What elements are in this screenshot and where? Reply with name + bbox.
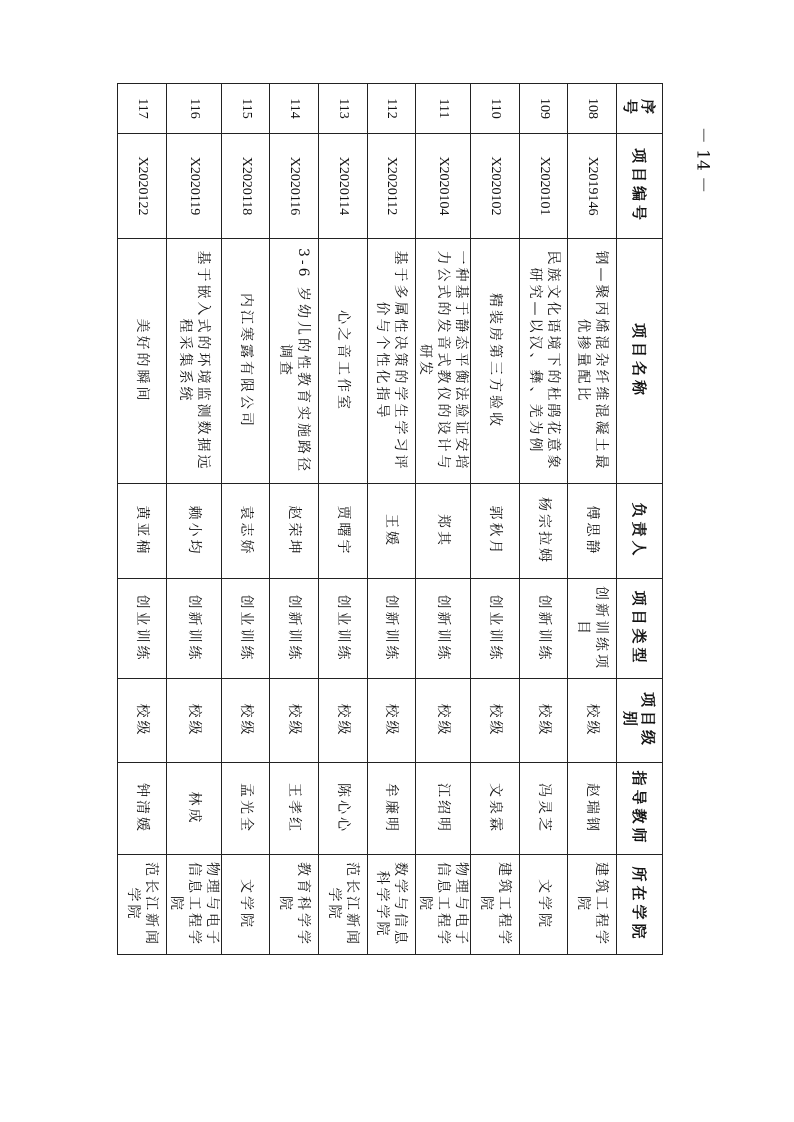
cell-advisor: 文泉霖 xyxy=(471,763,520,855)
cell-level: 校级 xyxy=(519,679,568,763)
header-cell: 序号 xyxy=(617,84,663,134)
cell-college: 物理与电子信息工程学院 xyxy=(416,855,471,955)
cell-seq: 108 xyxy=(568,84,617,134)
cell-college: 教育科学学院 xyxy=(270,855,319,955)
cell-seq: 109 xyxy=(519,84,568,134)
cell-advisor: 王孝红 xyxy=(270,763,319,855)
cell-project-name: 基于嵌入式的环境监测数据远程采集系统 xyxy=(166,239,221,484)
cell-advisor: 林成 xyxy=(166,763,221,855)
cell-college: 物理与电子信息工程学院 xyxy=(166,855,221,955)
table-row xyxy=(519,84,568,955)
cell-project-name: 美好的瞬间 xyxy=(118,239,167,484)
project-table-wrapper xyxy=(125,83,663,954)
header-cell: 项目类型 xyxy=(617,579,663,679)
cell-seq: 112 xyxy=(367,84,416,134)
cell-level: 校级 xyxy=(416,679,471,763)
cell-leader: 赖小均 xyxy=(166,484,221,579)
cell-type: 创新训练 xyxy=(270,579,319,679)
cell-seq: 117 xyxy=(118,84,167,134)
cell-level: 校级 xyxy=(471,679,520,763)
cell-code: X2020118 xyxy=(221,134,270,239)
cell-type: 创新训练 xyxy=(367,579,416,679)
header-row xyxy=(617,84,663,955)
cell-code: X2020102 xyxy=(471,134,520,239)
cell-advisor: 孟光全 xyxy=(221,763,270,855)
cell-college: 范长江新闻学院 xyxy=(118,855,167,955)
cell-project-name: 民族文化语境下的杜鹃花意象研究—以汉、彝、羌为例 xyxy=(519,239,568,484)
cell-type: 创新训练 xyxy=(166,579,221,679)
cell-college: 文学院 xyxy=(221,855,270,955)
header-cell: 项目编号 xyxy=(617,134,663,239)
cell-type: 创业训练 xyxy=(471,579,520,679)
cell-seq: 116 xyxy=(166,84,221,134)
cell-college: 建筑工程学院 xyxy=(471,855,520,955)
cell-code: X2020101 xyxy=(519,134,568,239)
table-row xyxy=(270,84,319,955)
cell-leader: 郑其 xyxy=(416,484,471,579)
cell-leader: 王媛 xyxy=(367,484,416,579)
cell-level: 校级 xyxy=(270,679,319,763)
cell-code: X2020114 xyxy=(319,134,368,239)
cell-level: 校级 xyxy=(319,679,368,763)
table-row xyxy=(166,84,221,955)
cell-code: X2020116 xyxy=(270,134,319,239)
header-cell: 指导教师 xyxy=(617,763,663,855)
cell-college: 文学院 xyxy=(519,855,568,955)
table-row xyxy=(416,84,471,955)
table-row xyxy=(568,84,617,955)
cell-code: X2020112 xyxy=(367,134,416,239)
project-table xyxy=(117,83,663,955)
header-cell: 项目名称 xyxy=(617,239,663,484)
cell-project-name: 基于多属性决策的学生学习评价与个性化指导 xyxy=(367,239,416,484)
table-row xyxy=(221,84,270,955)
cell-college: 数学与信息科学学院 xyxy=(367,855,416,955)
cell-seq: 111 xyxy=(416,84,471,134)
cell-project-name: 精装房第三方验收 xyxy=(471,239,520,484)
cell-leader: 杨宗拉姆 xyxy=(519,484,568,579)
cell-seq: 113 xyxy=(319,84,368,134)
cell-type: 创业训练 xyxy=(319,579,368,679)
cell-project-name: 心之音工作室 xyxy=(319,239,368,484)
cell-level: 校级 xyxy=(118,679,167,763)
table-row xyxy=(319,84,368,955)
table-row xyxy=(367,84,416,955)
cell-leader: 黄亚楠 xyxy=(118,484,167,579)
cell-advisor: 冯灵芝 xyxy=(519,763,568,855)
cell-seq: 110 xyxy=(471,84,520,134)
cell-code: X2020104 xyxy=(416,134,471,239)
cell-level: 校级 xyxy=(367,679,416,763)
cell-code: X2020119 xyxy=(166,134,221,239)
cell-project-name: 3-6 岁幼儿的性教育实施路径调查 xyxy=(270,239,319,484)
cell-advisor: 陈心心 xyxy=(319,763,368,855)
cell-type: 创新训练 xyxy=(519,579,568,679)
cell-leader: 傅思静 xyxy=(568,484,617,579)
cell-college: 建筑工程学院 xyxy=(568,855,617,955)
cell-level: 校级 xyxy=(568,679,617,763)
header-cell: 项目级别 xyxy=(617,679,663,763)
cell-code: X2020122 xyxy=(118,134,167,239)
cell-leader: 郭秋月 xyxy=(471,484,520,579)
cell-type: 创业训练 xyxy=(118,579,167,679)
cell-leader: 赵荣坤 xyxy=(270,484,319,579)
page-number: － 14 － xyxy=(692,126,713,194)
cell-project-name: 内江寒露有限公司 xyxy=(221,239,270,484)
cell-leader: 贾曙宇 xyxy=(319,484,368,579)
cell-level: 校级 xyxy=(166,679,221,763)
cell-advisor: 钟清媛 xyxy=(118,763,167,855)
cell-type: 创新训练 xyxy=(416,579,471,679)
cell-level: 校级 xyxy=(221,679,270,763)
cell-leader: 袁志娇 xyxy=(221,484,270,579)
cell-project-name: 一种基于静态平衡法验证安培力公式的发音式教仪的设计与研发 xyxy=(416,239,471,484)
header-cell: 所在学院 xyxy=(617,855,663,955)
header-cell: 负责人 xyxy=(617,484,663,579)
cell-advisor: 牟廉明 xyxy=(367,763,416,855)
cell-advisor: 赵瑞钢 xyxy=(568,763,617,855)
table-row xyxy=(118,84,167,955)
table-row xyxy=(471,84,520,955)
cell-seq: 114 xyxy=(270,84,319,134)
cell-project-name: 钢—聚丙烯混杂纤维混凝土最优掺量配比 xyxy=(568,239,617,484)
cell-code: X2019146 xyxy=(568,134,617,239)
cell-advisor: 江绍明 xyxy=(416,763,471,855)
cell-seq: 115 xyxy=(221,84,270,134)
cell-type: 创业训练 xyxy=(221,579,270,679)
cell-type: 创新训练项目 xyxy=(568,579,617,679)
cell-college: 范长江新闻学院 xyxy=(319,855,368,955)
